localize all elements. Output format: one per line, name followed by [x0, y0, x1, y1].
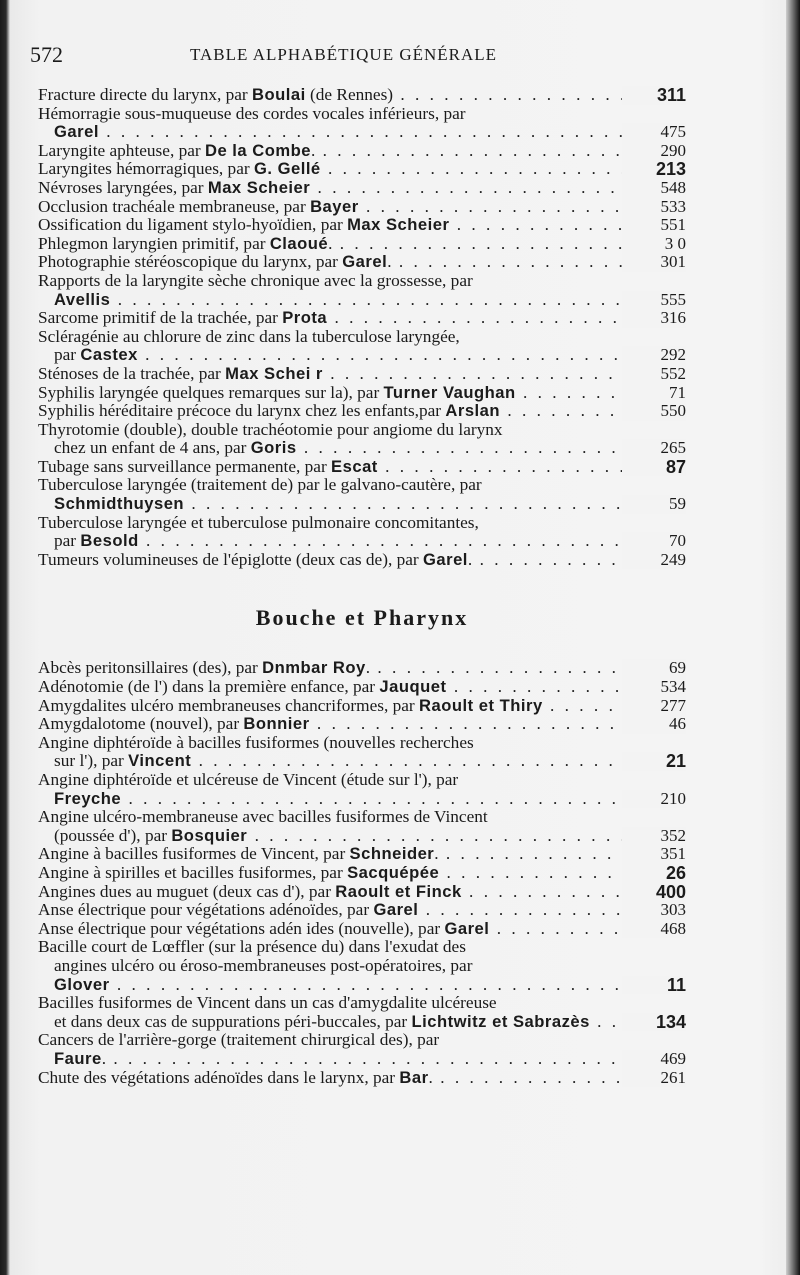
index-entry: [38, 883, 686, 902]
entry-text-line: Angine ulcéro-membraneuse avec bacilles fusiformes de Vincent: [38, 808, 488, 827]
entry-tail: . . . .: [429, 1069, 686, 1087]
index-entry: [38, 179, 686, 198]
page-reference: 400: [622, 883, 686, 902]
entry-author: Max Schei r: [225, 364, 323, 383]
entry-author: Goris: [250, 439, 297, 458]
running-title: TABLE ALPHABÉTIQUE GÉNÉRALE: [190, 45, 498, 64]
entry-author: Bonnier: [243, 715, 310, 734]
page-reference: 550: [622, 402, 686, 421]
page-reference: 290: [622, 142, 686, 161]
entry-tail: [138, 346, 686, 364]
index-entry: [38, 272, 686, 309]
entry-author: Glover: [54, 975, 110, 994]
entry-author: Castex: [80, 346, 138, 365]
index-entry: [38, 216, 686, 235]
page-reference: 555: [622, 291, 686, 310]
entry-text-line: Scléragénie au chlorure de zinc dans la tuberculose laryngée,: [38, 327, 460, 346]
entry-text-line: Tumeurs volumineuses de l'épiglotte (deux cas de), par Garel. . . .: [38, 551, 686, 570]
page-reference: 11: [622, 976, 686, 995]
entry-author-line: [38, 123, 686, 142]
page-reference: 303: [622, 901, 686, 920]
index-entry: [38, 1069, 686, 1088]
entry-author: Bosquier: [171, 826, 248, 845]
entry-text-line: (poussée d'), par Bosquier . . .: [38, 827, 686, 846]
entry-author: Garel: [422, 550, 468, 569]
page-edge-shadow: [786, 0, 800, 1275]
entry-text-line: Rapports de la laryngite sèche chronique avec la grossesse, par: [38, 271, 473, 290]
entry-author: Raoult et Finck: [335, 882, 462, 901]
entry-author-line: [38, 495, 686, 514]
index-entry: [38, 678, 686, 697]
entry-author: Max Scheier: [347, 216, 450, 235]
entry-text-line: sur l'), par Vincent . . .: [38, 752, 686, 771]
index-entry: [38, 198, 686, 217]
entry-text-line: Sténoses de la trachée, par Max Schei r . . .: [38, 365, 686, 384]
entry-text-line: Thyrotomie (double), double trachéotomie pour angiome du larynx: [38, 420, 503, 439]
page-reference: 301: [622, 253, 686, 272]
entry-text-line: Tuberculose laryngée (traitement de) par le galvano-cautère, par: [38, 476, 482, 495]
entry-text-line: Syphilis laryngée quelques remarques sur la), par Turner Vaughan . . .: [38, 384, 686, 403]
entry-author: Faure: [54, 1049, 102, 1068]
entry-author: G. Gellé: [253, 160, 321, 179]
entry-tail: [110, 976, 686, 994]
index-entry: [38, 808, 686, 845]
page-reference: 352: [622, 827, 686, 846]
entry-text-line: Angine à spirilles et bacilles fusiformes, par Sacquépée . . .: [38, 864, 686, 883]
index-entry: [38, 697, 686, 716]
entry-text-line: Tuberculose laryngée et tuberculose pulmonaire concomitantes,: [38, 513, 479, 532]
entry-author: Max Scheier: [207, 178, 311, 197]
entry-text-line: Occlusion trachéale membraneuse, par Bayer . . .: [38, 198, 686, 217]
page-reference: 551: [622, 216, 686, 235]
page-reference: 134: [622, 1013, 686, 1032]
page-reference: 26: [622, 864, 686, 883]
entry-author: Schneider: [349, 845, 435, 864]
entry-text-line: Anse électrique pour végétations adén ides (nouvelle), par Garel . . .: [38, 920, 686, 939]
entry-author: Arslan: [445, 402, 501, 421]
entry-tail: . . . .: [434, 845, 686, 863]
entry-text-line: Chute des végétations adénoïdes dans le larynx, par Bar. . . .: [38, 1069, 686, 1088]
entry-author: Garel: [444, 919, 490, 938]
entry-text-line: par Besold . . .: [38, 532, 686, 551]
page-reference: 3 0: [622, 235, 686, 254]
entry-author: Bar: [399, 1068, 429, 1087]
index-entry: [38, 514, 686, 551]
entry-text-line: et dans deux cas de suppurations péri-buccales, par Lichtwitz et Sabrazès . . .: [38, 1013, 686, 1032]
entry-tail: . . . .: [387, 253, 686, 271]
page-reference: 213: [622, 160, 686, 179]
entry-author: Dnmbar Roy: [262, 659, 366, 678]
entry-text-line: Ossification du ligament stylo-hyoïdien, par Max Scheier . . .: [38, 216, 686, 235]
entry-author: Bayer: [310, 197, 359, 216]
index-entry: [38, 309, 686, 328]
entry-text-line: Sarcome primitif de la trachée, par Prota . . .: [38, 309, 686, 328]
index-entry: [38, 476, 686, 513]
page-reference: 292: [622, 346, 686, 365]
entry-author: Avellis: [54, 290, 111, 309]
index-entry: [38, 659, 686, 678]
entry-author-line: [38, 1050, 686, 1069]
page-reference: 87: [622, 458, 686, 477]
entry-text-line: Angine diphtéroïde à bacilles fusiformes (nouvelles recherches: [38, 733, 474, 752]
page-reference: 548: [622, 179, 686, 198]
entry-text-line: Hémorragie sous-muqueuse des cordes vocales inférieurs, par: [38, 104, 466, 123]
entry-text-line: Photographie stéréoscopique du larynx, par Garel. . . .: [38, 253, 686, 272]
section-heading: Bouche et Pharynx: [255, 605, 469, 631]
entry-author: Freyche: [54, 789, 122, 808]
page-reference: 277: [622, 697, 686, 716]
page-reference: 21: [622, 752, 686, 771]
entry-text-line: angines ulcéro ou éroso-membraneuses post-opératoires, par: [54, 956, 473, 975]
index-entry: [38, 402, 686, 421]
entry-author-line: [38, 790, 686, 809]
entry-text-line: Syphilis héréditaire précoce du larynx chez les enfants,par Arslan . . .: [38, 402, 686, 421]
entry-author: Sacquépée: [347, 863, 440, 882]
page-reference: 468: [622, 920, 686, 939]
page-reference: 71: [622, 384, 686, 403]
entry-text-line: Phlegmon laryngien primitif, par Claoué. . . .: [38, 235, 686, 254]
entry-text-line: chez un enfant de 4 ans, par Goris . . .: [38, 439, 686, 458]
page-reference: 261: [622, 1069, 686, 1088]
pharynx-entries: [38, 659, 686, 1087]
entry-text-line: Bacilles fusiformes de Vincent dans un cas d'amygdalite ulcéreuse: [38, 994, 497, 1013]
entry-author: Garel: [54, 123, 99, 142]
entry-tail: . . . .: [366, 659, 686, 677]
index-entry: [38, 734, 686, 771]
index-entry: [38, 384, 686, 403]
index-entries: [38, 86, 686, 1087]
entry-author: Schmidthuysen: [54, 495, 185, 514]
entry-text-line: par Castex . . .: [38, 346, 686, 365]
index-entry: [38, 160, 686, 179]
page-reference: 249: [622, 551, 686, 570]
entry-text-line: Fracture directe du larynx, par Boulai (de Rennes) . . .: [38, 86, 686, 105]
entry-text-line: Laryngites hémorragiques, par G. Gellé . . .: [38, 160, 686, 179]
entry-text-line: Amygdalotome (nouvel), par Bonnier . . .: [38, 715, 686, 734]
entry-author: Garel: [373, 901, 419, 920]
entry-author: Turner Vaughan: [383, 383, 516, 402]
page-reference: 70: [622, 532, 686, 551]
entry-tail: [139, 532, 686, 550]
page-reference: 316: [622, 309, 686, 328]
index-entry: [38, 551, 686, 570]
entry-text-line: Cancers de l'arrière-gorge (traitement chirurgical des), par: [38, 1031, 440, 1050]
index-entry: [38, 142, 686, 161]
entry-text-line: Névroses laryngées, par Max Scheier . . .: [38, 179, 686, 198]
index-entry: [38, 938, 686, 994]
page-reference: 475: [622, 123, 686, 142]
entry-author: Lichtwitz et Sabrazès: [411, 1012, 590, 1031]
index-entry: [38, 253, 686, 272]
entry-tail: . . . .: [468, 551, 686, 569]
page-reference: 311: [622, 86, 686, 105]
entry-author: Claoué: [269, 234, 329, 253]
entry-author-line: [38, 976, 686, 995]
larynx-entries: [38, 86, 686, 569]
entry-author: Prota: [282, 309, 328, 328]
entry-tail: (de Rennes) . . .: [306, 86, 686, 104]
entry-tail: [110, 291, 686, 309]
entry-text-line: Amygdalites ulcéro membraneuses chancriformes, par Raoult et Thiry . . .: [38, 697, 686, 716]
entry-tail: . . . .: [328, 235, 686, 253]
index-entry: [38, 421, 686, 458]
entry-author: Raoult et Thiry: [419, 696, 543, 715]
page-reference: 533: [622, 198, 686, 217]
entry-tail: [247, 827, 686, 845]
entry-author: Jauquet: [379, 678, 447, 697]
entry-text-line: Angine à bacilles fusiformes de Vincent, par Schneider. . . .: [38, 845, 686, 864]
index-entry: [38, 1031, 686, 1068]
index-entry: [38, 994, 686, 1031]
entry-tail: [99, 123, 686, 141]
page-reference: 351: [622, 845, 686, 864]
entry-text-line: Adénotomie (de l') dans la première enfance, par Jauquet . . .: [38, 678, 686, 697]
entry-tail: [191, 752, 686, 770]
index-entry: [38, 715, 686, 734]
index-entry: [38, 458, 686, 477]
page-reference: 59: [622, 495, 686, 514]
entry-author: De la Combe: [204, 141, 311, 160]
page-reference: 552: [622, 365, 686, 384]
index-entry: [38, 235, 686, 254]
page-reference: 534: [622, 678, 686, 697]
entry-text-line: Angines dues au muguet (deux cas d'), par Raoult et Finck . . .: [38, 883, 686, 902]
index-entry: [38, 920, 686, 939]
page-reference: 469: [622, 1050, 686, 1069]
index-entry: [38, 864, 686, 883]
index-entry: [38, 105, 686, 142]
index-entry: [38, 365, 686, 384]
entry-text-line: Tubage sans surveillance permanente, par Escat . . .: [38, 458, 686, 477]
page-reference: 265: [622, 439, 686, 458]
entry-author: Boulai: [252, 86, 306, 104]
page-reference: 69: [622, 659, 686, 678]
entry-author: Vincent: [128, 752, 192, 771]
index-entry: [38, 845, 686, 864]
entry-text-line: Abcès peritonsillaires (des), par Dnmbar Roy. . . .: [38, 659, 686, 678]
entry-author: Besold: [80, 532, 139, 551]
entry-text-line: Bacille court de Lœffler (sur la présence du) dans l'exudat des: [38, 938, 466, 957]
entry-author: Garel: [342, 253, 388, 272]
index-entry: [38, 901, 686, 920]
page-header: [0, 42, 800, 72]
entry-tail: [121, 790, 686, 808]
page-reference: 210: [622, 790, 686, 809]
index-entry: [38, 328, 686, 365]
entry-author-line: [38, 291, 686, 310]
entry-tail: . . . .: [311, 142, 686, 160]
entry-text-line: Laryngite aphteuse, par De la Combe. . . .: [38, 142, 686, 161]
entry-author: Escat: [331, 457, 378, 476]
page-number: 572: [30, 42, 63, 67]
entry-tail: . . . .: [102, 1050, 686, 1068]
entry-text-line: Angine diphtéroïde et ulcéreuse de Vincent (étude sur l'), par: [38, 771, 459, 789]
index-entry: [38, 86, 686, 105]
page-reference: 46: [622, 715, 686, 734]
index-entry: [38, 771, 686, 808]
entry-tail: [184, 495, 686, 513]
entry-text-line: Anse électrique pour végétations adénoïdes, par Garel . . .: [38, 901, 686, 920]
